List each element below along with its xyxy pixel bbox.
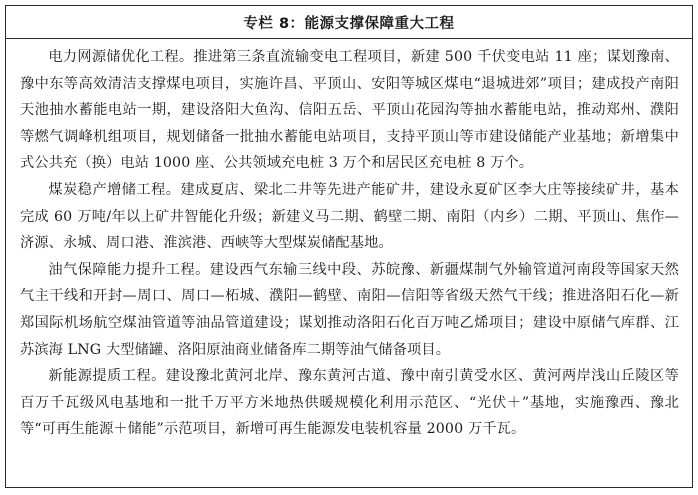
paragraph-new-energy: 新能源提质工程。建设豫北黄河北岸、豫东黄河古道、豫中南引黄受水区、黄河两岸浅山丘陵区等百万千瓦级风电基地和一批千万平方米地热供暖规模化利用示范区、“光伏＋”基地，实施豫西、豫北等“可再生能源＋储能”示范项目，新增可再生能源发电装机容量 2000 万千瓦。 <box>20 368 679 438</box>
column-title: 专栏 8：能源支撑保障重大工程 <box>6 6 692 39</box>
paragraph-power-grid: 电力网源储优化工程。推进第三条直流输变电工程项目，新建 500 千伏变电站 11 座；谋划豫南、豫中东等高效清洁支撑煤电项目，实施许昌、平顶山、安阳等城区煤电“退城进郊”项目；建成投产南阳天池抽水蓄能电站一期，建设洛阳大鱼沟、信阳五岳、平顶山花园沟等抽水蓄能电站，推动郑州、濮阳等燃气调峰机组项目，规划储备一批抽水蓄能电站项目，支持平顶山等市建设储能产业基地；新增集中式公共充（换）电站 1000 座、公共领域充电桩 3 万个和居民区充电桩 8 万个。 <box>20 49 679 172</box>
column-body <box>6 39 692 443</box>
paragraph-coal: 煤炭稳产增储工程。建成夏店、梁北二井等先进产能矿井，建设永夏矿区李大庄等接续矿井，基本完成 60 万吨/年以上矿井智能化升级；新建义马二期、鹤壁二期、南阳（内乡）二期、平顶山、焦作—济源、永城、周口港、淮滨港、西峡等大型煤炭储配基地。 <box>20 181 679 252</box>
column-box <box>5 5 693 488</box>
paragraph-oil-gas: 油气保障能力提升工程。建设西气东输三线中段、苏皖豫、新疆煤制气外输管道河南段等国家天然气主干线和开封—周口、周口—柘城、濮阳—鹤壁、南阳—信阳等省级天然气干线；推进洛阳石化—新郑国际机场航空煤油管道等油品管道建设；谋划推动洛阳石化百万吨乙烯项目；建设中原储气库群、江苏滨海 LNG 大型储罐、洛阳原油商业储备库二期等油气储备项目。 <box>20 261 679 358</box>
